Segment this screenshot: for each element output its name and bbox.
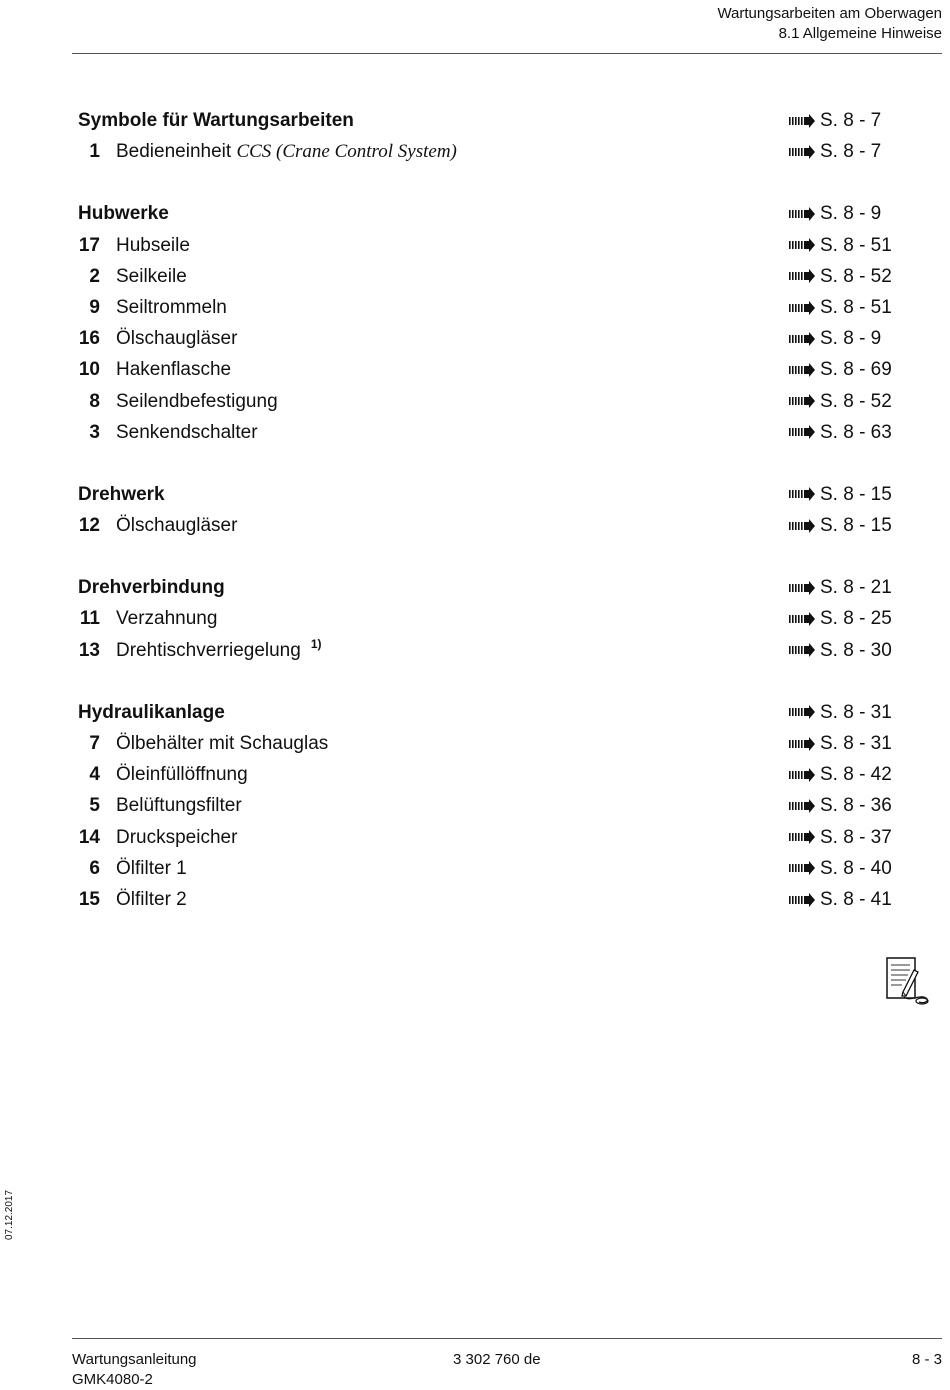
footer-document xyxy=(72,1350,197,1390)
item-number: 11 xyxy=(79,608,100,630)
item-number: 9 xyxy=(89,296,100,318)
item-number: 7 xyxy=(89,733,100,754)
maintenance-item-row xyxy=(78,386,908,417)
group-title: Drehwerk xyxy=(78,483,165,505)
item-label xyxy=(116,510,237,541)
page-reference-arrow-icon xyxy=(788,768,816,782)
page-reference-text: S. 8 - 9 xyxy=(820,328,882,350)
item-label-text: Druckspeicher xyxy=(116,826,238,848)
item-label xyxy=(116,759,248,790)
item-label xyxy=(116,603,217,634)
page-reference-text: S. 8 - 41 xyxy=(820,888,892,910)
page-reference-text: S. 8 - 7 xyxy=(820,141,882,163)
item-number: 17 xyxy=(78,234,100,256)
page-reference-link[interactable] xyxy=(788,386,892,417)
group-heading-row xyxy=(78,572,908,603)
page-reference-text: S. 8 - 21 xyxy=(820,577,892,599)
item-number: 14 xyxy=(78,826,100,848)
page-reference-arrow-icon xyxy=(788,238,816,252)
item-label xyxy=(116,822,237,853)
page-reference-text: S. 8 - 15 xyxy=(820,483,892,505)
page-reference-link[interactable] xyxy=(788,479,892,510)
footer-doc-number: 3 302 760 de xyxy=(453,1351,541,1368)
page-reference-arrow-icon xyxy=(788,612,816,626)
maintenance-item-row xyxy=(78,728,908,759)
page-reference-text: S. 8 - 51 xyxy=(820,234,892,256)
maintenance-item-row xyxy=(78,884,908,915)
page-reference-link[interactable] xyxy=(788,354,892,385)
item-label xyxy=(116,136,457,167)
item-label-text: Seiltrommeln xyxy=(116,296,227,318)
item-label-text: Seilkeile xyxy=(116,265,187,287)
footer-model: GMK4080-2 xyxy=(72,1371,153,1388)
page-reference-link[interactable] xyxy=(788,759,892,790)
item-label xyxy=(116,292,227,323)
page-reference-link[interactable] xyxy=(788,105,881,136)
item-number: 3 xyxy=(89,421,100,443)
item-label-text: Ölschaugläser xyxy=(116,328,238,350)
item-label-text: Seilendbefestigung xyxy=(116,390,278,412)
page-reference-arrow-icon xyxy=(788,581,816,595)
group-title: Hubwerke xyxy=(78,203,169,225)
maintenance-item-row xyxy=(78,354,908,385)
page-reference-link[interactable] xyxy=(788,136,881,167)
page-reference-link[interactable] xyxy=(788,198,881,229)
page-reference-arrow-icon xyxy=(788,269,816,283)
page-reference-text: S. 8 - 31 xyxy=(820,701,892,723)
item-label-text: Senkendschalter xyxy=(116,421,258,443)
page-reference-arrow-icon xyxy=(788,114,816,128)
page-reference-arrow-icon xyxy=(788,799,816,813)
item-label-text: Ölschaugläser xyxy=(116,515,238,537)
page-reference-text: S. 8 - 69 xyxy=(820,359,892,381)
page-reference-link[interactable] xyxy=(788,230,892,261)
maintenance-item-row xyxy=(78,510,908,541)
item-number: 5 xyxy=(89,795,100,817)
page-reference-arrow-icon xyxy=(788,705,816,719)
item-label xyxy=(116,323,237,354)
notes-pen-icon xyxy=(884,956,932,1006)
group-heading-row xyxy=(78,198,908,229)
page-reference-link[interactable] xyxy=(788,261,892,292)
page-reference-link[interactable] xyxy=(788,822,892,853)
maintenance-item-row xyxy=(78,759,908,790)
page-reference-text: S. 8 - 52 xyxy=(820,390,892,412)
maintenance-group xyxy=(78,105,908,167)
page-reference-text: S. 8 - 42 xyxy=(820,764,892,786)
page-reference-text: S. 8 - 40 xyxy=(820,857,892,879)
page-reference-link[interactable] xyxy=(788,572,892,603)
page-reference-link[interactable] xyxy=(788,292,892,323)
page-reference-text: S. 8 - 36 xyxy=(820,795,892,817)
maintenance-item-row xyxy=(78,790,908,821)
page-reference-text: S. 8 - 30 xyxy=(820,639,892,661)
maintenance-item-row xyxy=(78,323,908,354)
group-heading-row xyxy=(78,697,908,728)
page-reference-arrow-icon xyxy=(788,487,816,501)
item-label-text: Ölfilter 2 xyxy=(116,888,187,910)
page-reference-arrow-icon xyxy=(788,643,816,657)
print-date: 07.12.2017 xyxy=(4,1189,15,1240)
page-reference-link[interactable] xyxy=(788,635,892,666)
page-reference-text: S. 8 - 52 xyxy=(820,265,892,287)
maintenance-index xyxy=(78,105,908,946)
header-section: 8.1 Allgemeine Hinweise xyxy=(778,25,942,42)
page-reference-arrow-icon xyxy=(788,332,816,346)
group-title: Symbole für Wartungsarbeiten xyxy=(78,110,354,131)
page-reference-arrow-icon xyxy=(788,519,816,533)
group-title: Hydraulikanlage xyxy=(78,701,225,723)
group-heading-row xyxy=(78,479,908,510)
page-reference-link[interactable] xyxy=(788,697,892,728)
footnote-marker: 1) xyxy=(310,636,322,651)
page-reference-link[interactable] xyxy=(788,853,892,884)
maintenance-group xyxy=(78,479,908,541)
item-number: 12 xyxy=(78,515,100,537)
maintenance-item-row xyxy=(78,635,908,666)
maintenance-item-row xyxy=(78,603,908,634)
maintenance-item-row xyxy=(78,292,908,323)
page-reference-text: S. 8 - 7 xyxy=(820,110,882,131)
item-label xyxy=(116,853,187,884)
item-label-text: Bedieneinheit xyxy=(116,141,237,163)
page-reference-arrow-icon xyxy=(788,145,816,159)
footer-page-number: 8 - 3 xyxy=(911,1351,942,1368)
item-label-text: Ölbehälter mit Schauglas xyxy=(116,733,329,754)
item-label-text: Drehtischverriegelung xyxy=(116,639,301,661)
item-number: 16 xyxy=(78,328,100,350)
maintenance-item-row xyxy=(78,230,908,261)
footer-divider xyxy=(72,1338,942,1339)
item-number: 4 xyxy=(89,764,100,786)
item-label xyxy=(116,261,187,292)
item-number: 15 xyxy=(78,888,100,910)
item-label xyxy=(116,230,190,261)
item-number: 6 xyxy=(89,857,100,879)
item-label-text: Verzahnung xyxy=(116,608,218,630)
group-title: Drehverbindung xyxy=(78,577,225,599)
page-reference-link[interactable] xyxy=(788,417,892,448)
header-divider xyxy=(72,53,942,54)
maintenance-item-row xyxy=(78,822,908,853)
page-reference-link[interactable] xyxy=(788,884,892,915)
page-reference-arrow-icon xyxy=(788,301,816,315)
item-label xyxy=(116,790,242,821)
maintenance-group xyxy=(78,572,908,666)
item-number: 13 xyxy=(78,639,100,661)
item-label xyxy=(116,386,278,417)
page-reference-arrow-icon xyxy=(788,830,816,844)
item-label-text: Öleinfüllöffnung xyxy=(116,764,248,786)
page-reference-text: S. 8 - 25 xyxy=(820,608,892,630)
item-number: 10 xyxy=(78,359,100,381)
page-reference-link[interactable] xyxy=(788,790,892,821)
page-reference-arrow-icon xyxy=(788,893,816,907)
page-reference-text: S. 8 - 51 xyxy=(820,296,892,318)
footer-manual-title: Wartungsanleitung xyxy=(72,1351,197,1368)
item-label xyxy=(116,635,322,668)
maintenance-item-row xyxy=(78,417,908,448)
page-reference-text: S. 8 - 15 xyxy=(820,515,892,537)
page-reference-text: S. 8 - 31 xyxy=(820,733,892,754)
page-reference-arrow-icon xyxy=(788,861,816,875)
item-label-italic: CCS (Crane Control System) xyxy=(236,141,457,163)
page-header xyxy=(717,4,942,44)
page-reference-arrow-icon xyxy=(788,425,816,439)
page-reference-link[interactable] xyxy=(788,728,892,759)
item-label xyxy=(116,728,328,759)
page-reference-arrow-icon xyxy=(788,207,816,221)
item-number: 1 xyxy=(89,141,100,163)
item-label-text: Hubseile xyxy=(116,234,190,256)
page-reference-arrow-icon xyxy=(788,363,816,377)
page-reference-link[interactable] xyxy=(788,510,892,541)
maintenance-item-row xyxy=(78,853,908,884)
maintenance-item-row xyxy=(78,136,908,167)
maintenance-group xyxy=(78,697,908,915)
group-heading-row xyxy=(78,105,908,136)
header-chapter: Wartungsarbeiten am Oberwagen xyxy=(717,5,942,22)
item-label-text: Ölfilter 1 xyxy=(116,857,187,879)
item-label xyxy=(116,417,258,448)
page-reference-text: S. 8 - 63 xyxy=(820,421,892,443)
item-label xyxy=(116,354,231,385)
page-reference-link[interactable] xyxy=(788,603,892,634)
item-number: 8 xyxy=(89,390,100,412)
page-reference-arrow-icon xyxy=(788,394,816,408)
page-reference-link[interactable] xyxy=(788,323,881,354)
page-reference-text: S. 8 - 9 xyxy=(820,203,882,225)
maintenance-group xyxy=(78,198,908,448)
item-label-text: Hakenflasche xyxy=(116,359,232,381)
page-reference-text: S. 8 - 37 xyxy=(820,826,892,848)
maintenance-item-row xyxy=(78,261,908,292)
item-label-text: Belüftungsfilter xyxy=(116,795,242,817)
page-reference-arrow-icon xyxy=(788,737,816,751)
item-label xyxy=(116,884,187,915)
item-number: 2 xyxy=(89,265,100,287)
